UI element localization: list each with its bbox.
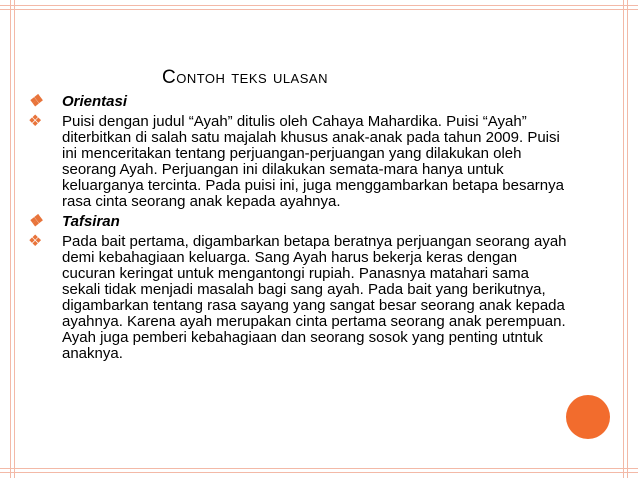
bullet-icon: ❖ [28,93,43,110]
frame-border-top-outer [0,5,638,6]
paragraph-text: Puisi dengan judul “Ayah” ditulis oleh Cahaya Mahardika. Puisi “Ayah” diterbitkan di salah satu majalah khusus anak-anak pada tahun 2009. Puisi ini menceritakan tentang perjuangan-perjuangan yang dilakukan oleh seorang Ayah. Perjuangan ini dilakukan semata-mara hanya untuk keluarganya tercinta. Pada puisi ini, juga menggambarkan betapa besarnya rasa cinta seorang anak kepada ayahnya. [62,113,564,210]
frame-border-left-inner [14,0,15,478]
paragraph-text: Pada bait pertama, digambarkan betapa beratnya perjuangan seorang ayah demi kebahagiaan keluarga. Sang Ayah harus bekerja keras dengan cucuran keringat untuk mengantongi rupiah. Panasnya matahari sama sekali tidak menjadi masalah bagi sang ayah. Pada bait yang berikutnya, digambarkan tentang rasa sayang yang sangat besar seorang anak kepada ayahnya. Karena ayah merupakan cinta pertama seorang anak perempuan. Ayah juga pemberi kebahagiaan dan seorang sosok yang penting utntuk anaknya. [62,233,567,362]
frame-border-bottom-inner [0,468,638,469]
frame-border-left-outer [10,0,11,478]
list-item-paragraph [28,234,568,362]
bullet-icon: ❖ [28,233,43,250]
frame-border-right-outer [627,0,628,478]
heading-text: Tafsiran [62,213,120,230]
list-item-paragraph [28,114,568,210]
slide-title: Contoh teks ulasan [162,67,328,88]
frame-border-right-inner [623,0,624,478]
decorative-circle [566,395,610,439]
list-item-heading [28,94,568,110]
bullet-icon: ❖ [28,113,43,130]
bullet-icon: ❖ [28,213,43,230]
frame-border-bottom-outer [0,472,638,473]
frame-border-top-inner [0,9,638,10]
slide-content-list [28,94,568,366]
list-item-heading [28,214,568,230]
heading-text: Orientasi [62,93,128,110]
